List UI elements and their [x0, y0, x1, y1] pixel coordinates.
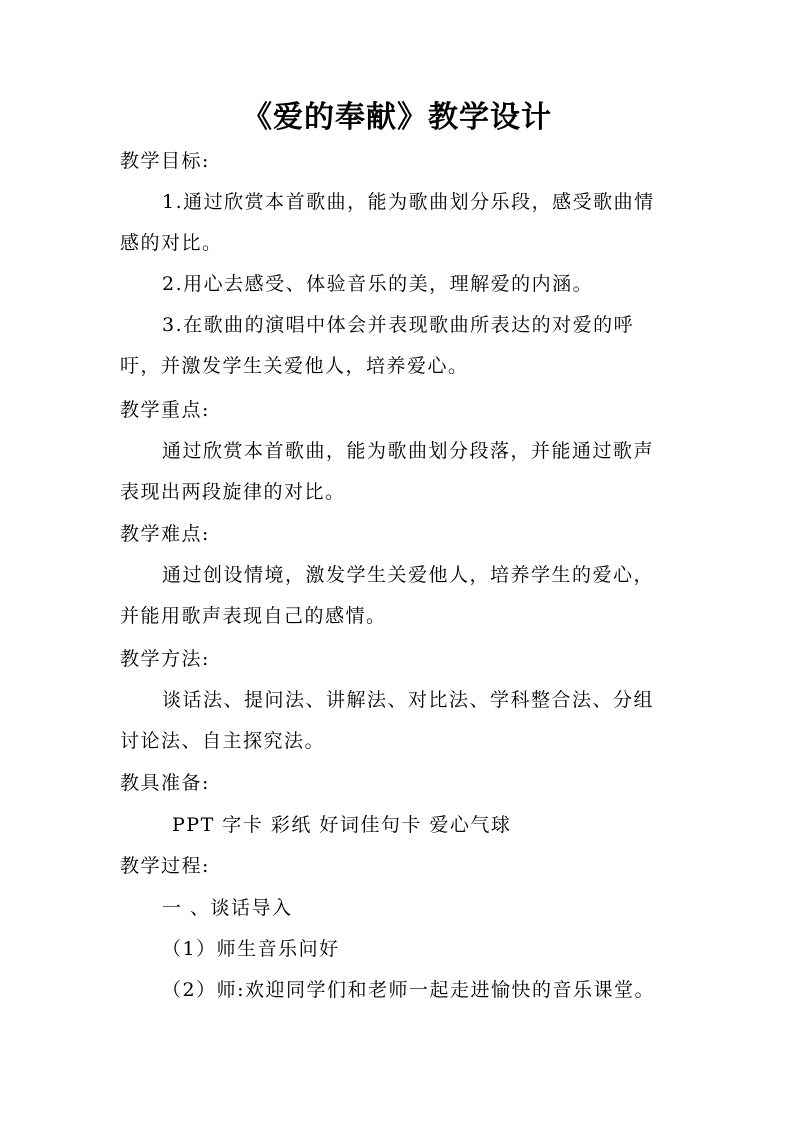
objective-1-line-2: 感的对比。 — [120, 232, 223, 254]
key-points-line-2: 表现出两段旋律的对比。 — [120, 481, 346, 503]
section-heading-process: 教学过程: — [120, 855, 210, 877]
objective-2: 2.用心去感受、体验音乐的美，理解爱的内涵。 — [162, 273, 594, 295]
objective-3-line-2: 吁，并激发学生关爱他人，培养爱心。 — [120, 355, 469, 377]
document-title: 《爱的奉献》教学设计 — [242, 100, 552, 135]
section-heading-methods: 教学方法: — [120, 648, 210, 670]
section-heading-difficulties: 教学难点: — [120, 523, 210, 545]
process-step-1: 一 、谈话导入 — [162, 897, 293, 919]
objective-3-line-1: 3.在歌曲的演唱中体会并表现歌曲所表达的对爱的呼 — [162, 314, 635, 336]
process-step-1-b: （2）师:欢迎同学们和老师一起走进愉快的音乐课堂。 — [162, 979, 655, 1001]
section-heading-key-points: 教学重点: — [120, 399, 210, 421]
section-heading-materials: 教具准备: — [120, 772, 210, 794]
difficulties-line-1: 通过创设情境，激发学生关爱他人，培养学生的爱心， — [162, 564, 655, 586]
materials-list: PPT 字卡 彩纸 好词佳句卡 爱心气球 — [172, 814, 512, 836]
section-heading-objectives: 教学目标: — [120, 150, 210, 172]
objective-1-line-1: 1.通过欣赏本首歌曲，能为歌曲划分乐段，感受歌曲情 — [162, 191, 655, 213]
difficulties-line-2: 并能用歌声表现自己的感情。 — [120, 605, 387, 627]
methods-line-1: 谈话法、提问法、讲解法、对比法、学科整合法、分组 — [162, 689, 655, 711]
methods-line-2: 讨论法、自主探究法。 — [120, 730, 326, 752]
key-points-line-1: 通过欣赏本首歌曲，能为歌曲划分段落，并能通过歌声 — [162, 440, 655, 462]
process-step-1-a: （1）师生音乐问好 — [162, 938, 340, 960]
